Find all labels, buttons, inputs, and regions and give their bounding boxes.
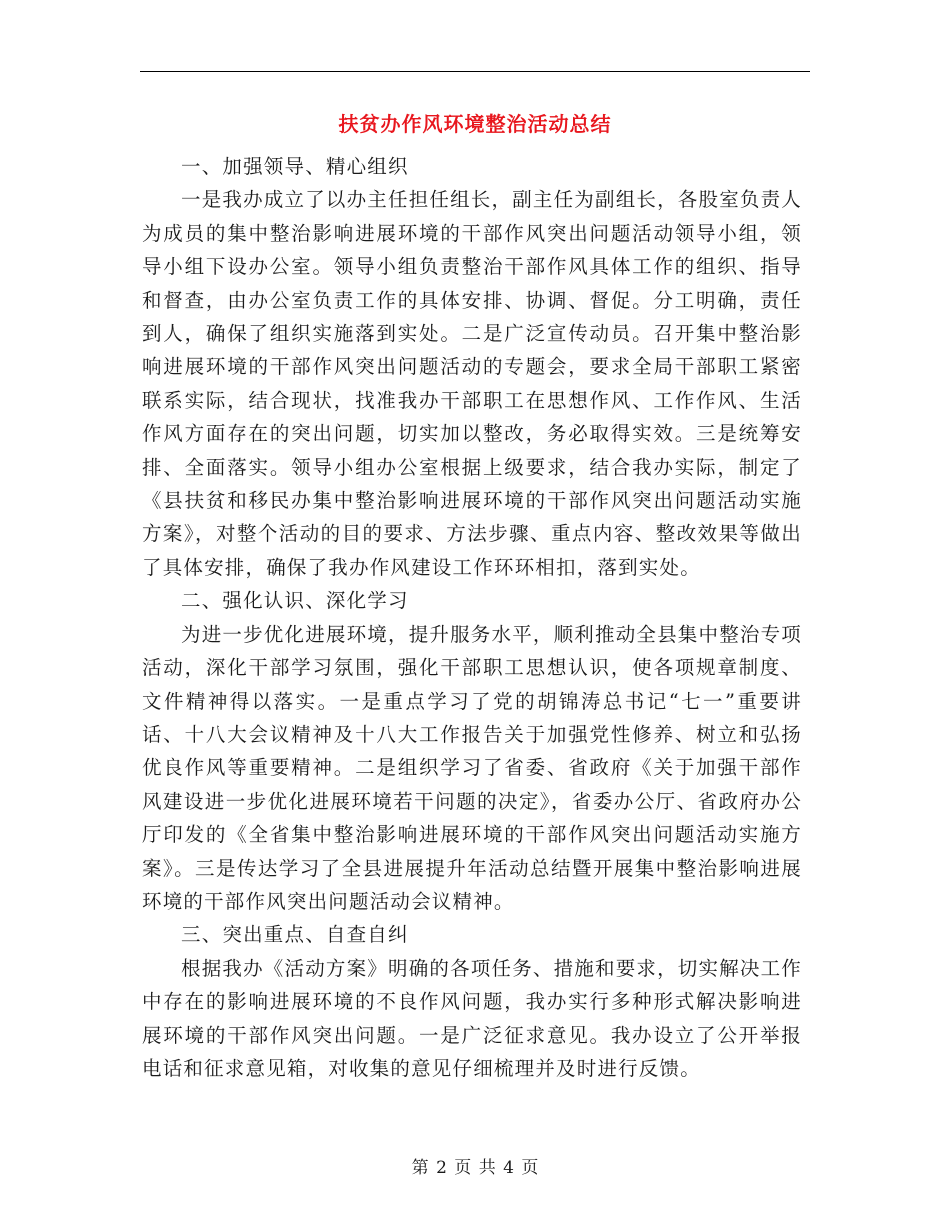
header-rule <box>140 71 810 72</box>
section-heading-1: 一、加强领导、精心组织 <box>181 155 409 178</box>
body-paragraph-2: 为进一步优化进展环境，提升服务水平，顺利推动全县集中整治专项活动，深化干部学习氛围，强化干部职工思想认识，使各项规章制度、文件精神得以落实。一是重点学习了党的胡锦涛总书记“七一”重要讲话、十八大会议精神及十八大工作报告关于加强党性修养、树立和弘扬优良作风等重要精神。二是组织学习了省委、省政府《关于加强干部作风建设进一步优化进展环境若干问题的决定》，省委办公厅、省政府办公厅印发的《全省集中整治影响进展环境的干部作风突出问题活动实施方案》。三是传达学习了全县进展提升年活动总结暨开展集中整治影响进展环境的干部作风突出问题活动会议精神。 <box>142 622 803 913</box>
section-heading-3: 三、突出重点、自查自纠 <box>181 923 409 947</box>
document-title: 扶贫办作风环境整治活动总结 <box>338 112 612 136</box>
section-heading-2: 二、强化认识、深化学习 <box>181 589 409 613</box>
document-body <box>142 150 802 1085</box>
body-paragraph-1: 一是我办成立了以办主任担任组长，副主任为副组长，各股室负责人为成员的集中整治影响进展环境的干部作风突出问题活动领导小组，领导小组下设办公室。领导小组负责整治干部作风具体工作的组织、指导和督查，由办公室负责工作的具体安排、协调、督促。分工明确，责任到人，确保了组织实施落到实处。二是广泛宣传动员。召开集中整治影响进展环境的干部作风突出问题活动的专题会，要求全局干部职工紧密联系实际，结合现状，找准我办干部职工在思想作风、工作作风、生活作风方面存在的突出问题，切实加以整改，务必取得实效。三是统筹安排、全面落实。领导小组办公室根据上级要求，结合我办实际，制定了《县扶贫和移民办集中整治影响进展环境的干部作风突出问题活动实施方案》，对整个活动的目的要求、方法步骤、重点内容、整改效果等做出了具体安排，确保了我办作风建设工作环环相扣，落到实处。 <box>142 188 803 579</box>
body-paragraph-3: 根据我办《活动方案》明确的各项任务、措施和要求，切实解决工作中存在的影响进展环境的不良作风问题，我办实行多种形式解决影响进展环境的干部作风突出问题。一是广泛征求意见。我办设立了公开举报电话和征求意见箱，对收集的意见仔细梳理并及时进行反馈。 <box>142 956 803 1080</box>
page-number-footer: 第 2 页 共 4 页 <box>411 1158 539 1178</box>
